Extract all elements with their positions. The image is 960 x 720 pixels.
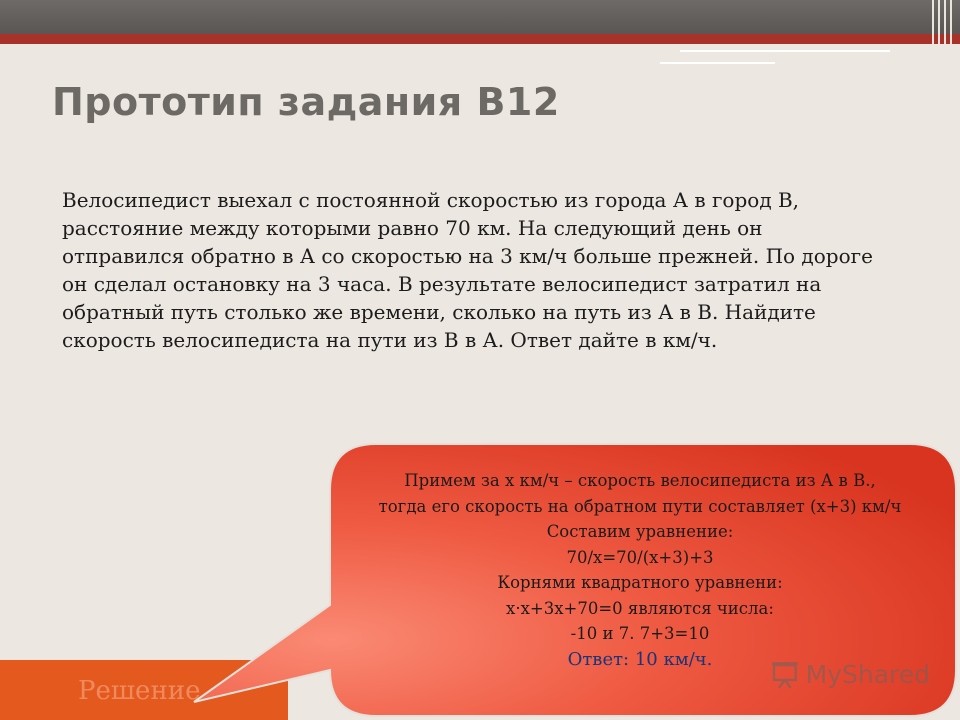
- decorative-line: [660, 62, 775, 64]
- decorative-vertical-lines: [926, 0, 952, 44]
- solution-line: -10 и 7. 7+3=10: [570, 624, 710, 643]
- solution-line: тогда его скорость на обратном пути составляет (x+3) км/ч: [378, 496, 902, 516]
- problem-text: [62, 186, 942, 354]
- solution-line: x·x+3x+70=0 являются числа:: [506, 598, 774, 618]
- solution-line: 70/x=70/(x+3)+3: [566, 547, 714, 567]
- watermark-logo: [770, 654, 930, 694]
- problem-line: обратный путь столько же времени, сколько на путь из А в В. Найдите: [62, 300, 816, 324]
- solution-line: Составим уравнение:: [546, 522, 734, 541]
- problem-line: скорость велосипедиста на пути из В в А. Ответ дайте в км/ч.: [62, 328, 718, 352]
- problem-line: Велосипедист выехал с постоянной скоростью из города А в город В,: [62, 188, 800, 212]
- solution-line: Корнями квадратного уравнени:: [497, 573, 783, 592]
- decorative-line: [680, 50, 890, 52]
- watermark-text: MyShared: [805, 659, 930, 689]
- presentation-board-icon: [770, 659, 800, 689]
- accent-line: [0, 34, 960, 44]
- top-band: [0, 0, 960, 34]
- problem-line: он сделал остановку на 3 часа. В результате велосипедист затратил на: [62, 272, 822, 296]
- solution-link[interactable]: Решение: [78, 676, 201, 706]
- answer-line: Ответ: 10 км/ч.: [567, 648, 713, 670]
- solution-text: [340, 468, 940, 672]
- slide-title: Прототип задания B12: [52, 80, 560, 124]
- problem-line: отправился обратно в А со скоростью на 3 км/ч больше прежней. По дороге: [62, 244, 873, 268]
- problem-line: расстояние между которыми равно 70 км. На следующий день он: [62, 216, 763, 240]
- solution-line: Примем за x км/ч – скорость велосипедиста из А в В.,: [404, 471, 876, 490]
